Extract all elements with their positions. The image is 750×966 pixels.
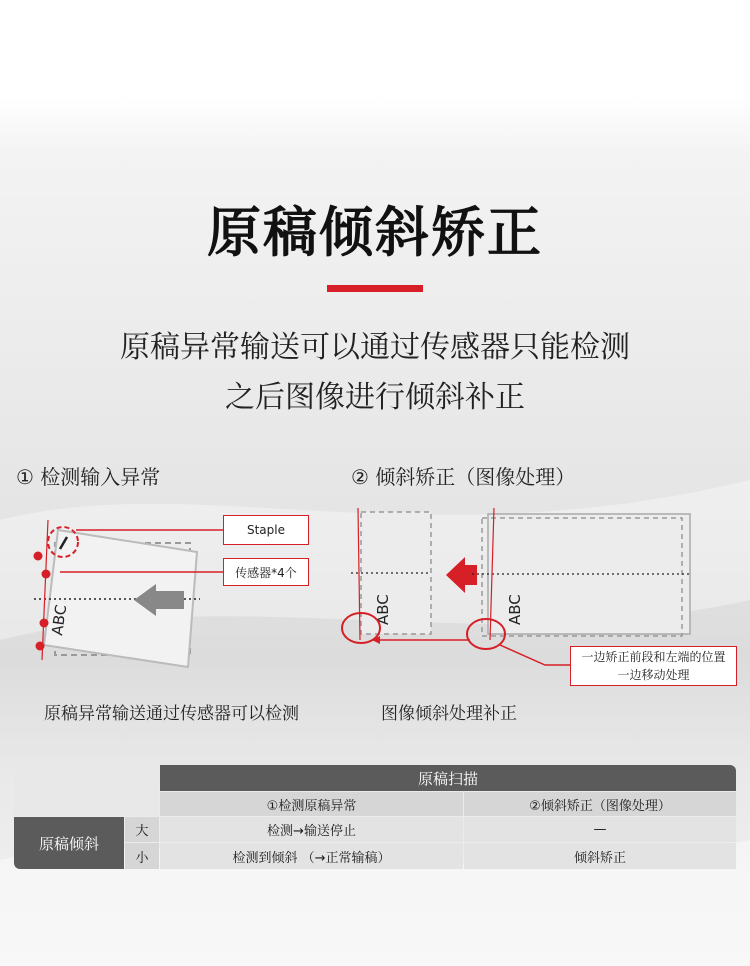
move-callout-line2: 一边移动处理 bbox=[617, 668, 690, 682]
section2-heading: ② 倾斜矫正（图像处理） bbox=[351, 465, 576, 489]
section2-caption: 图像倾斜处理补正 bbox=[381, 704, 517, 724]
row-small-label: 小 bbox=[125, 843, 159, 869]
move-callout bbox=[570, 646, 737, 686]
section1-heading: ① 检测输入异常 bbox=[16, 465, 161, 489]
page-title: 原稿倾斜矫正 bbox=[207, 200, 543, 264]
doc-label-right: ABC bbox=[506, 594, 524, 625]
table-corner bbox=[14, 765, 159, 816]
table-cell: 检测→输送停止 bbox=[160, 817, 463, 842]
row-big-label: 大 bbox=[125, 817, 159, 842]
staple-callout: Staple bbox=[223, 515, 309, 545]
left-arrow-icon bbox=[446, 557, 477, 593]
table-cell: — bbox=[464, 817, 736, 842]
subtitle-line-1: 原稿异常输送可以通过传感器只能检测 bbox=[120, 330, 630, 365]
sensor-callout: 传感器*4个 bbox=[223, 558, 309, 586]
doc-label: ABC bbox=[48, 603, 71, 637]
comparison-table bbox=[14, 765, 736, 869]
table-col2-header: ②倾斜矫正（图像处理） bbox=[464, 792, 736, 816]
section1-caption: 原稿异常输送通过传感器可以检测 bbox=[44, 704, 299, 724]
move-callout-line1: 一边矫正前段和左端的位置 bbox=[581, 650, 726, 664]
table-row-header: 原稿倾斜 bbox=[14, 817, 124, 869]
table-cell: 倾斜矫正 bbox=[464, 843, 736, 869]
doc-label-left: ABC bbox=[374, 594, 392, 625]
subtitle-line-2: 之后图像进行倾斜补正 bbox=[225, 380, 525, 415]
table-col1-header: ①检测原稿异常 bbox=[160, 792, 463, 816]
table-header: 原稿扫描 bbox=[160, 765, 736, 791]
table-cell: 检测到倾斜 （→正常输稿） bbox=[160, 843, 463, 869]
